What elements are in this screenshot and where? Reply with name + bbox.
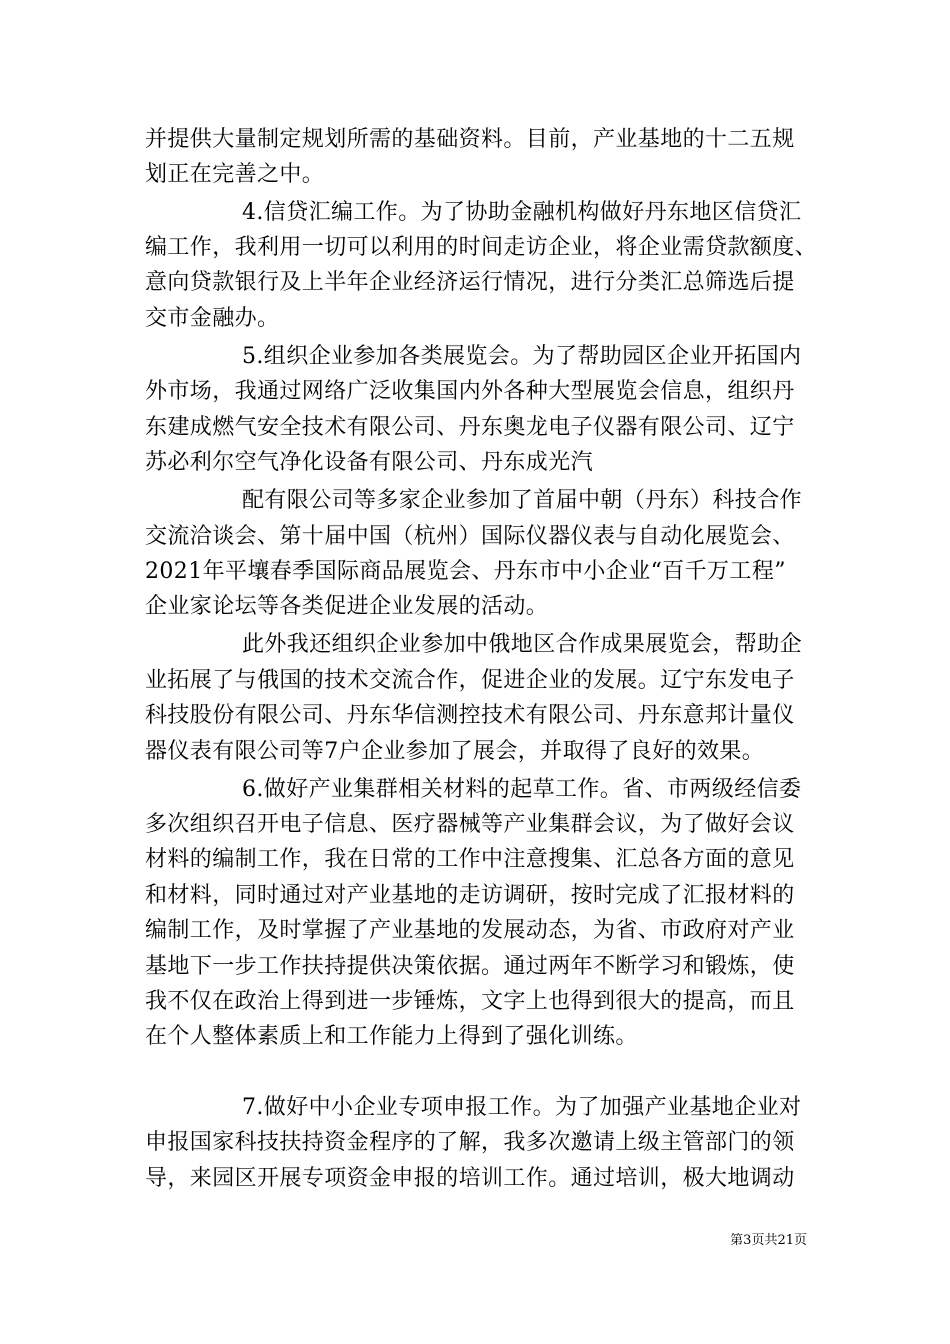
body-text-line: 多次组织召开电子信息、医疗器械等产业集群会议，为了做好会议 (145, 812, 795, 837)
body-text-line: 我不仅在政治上得到进一步锤炼，文字上也得到很大的提高，而且 (145, 989, 795, 1014)
paragraph-first-line: 配有限公司等多家企业参加了首届中朝（丹东）科技合作 (242, 488, 803, 513)
body-text-line: 和材料，同时通过对产业基地的走访调研，按时完成了汇报材料的 (145, 883, 795, 908)
body-text-line: 划正在完善之中。 (145, 162, 325, 187)
body-text-line: 苏必利尔空气净化设备有限公司、丹东成光汽 (145, 450, 594, 475)
body-text-line: 意向贷款银行及上半年企业经济运行情况，进行分类汇总筛选后提 (145, 270, 795, 295)
body-text-line: 器仪表有限公司等7户企业参加了展会，并取得了良好的效果。 (145, 739, 765, 764)
body-text-line: 企业家论坛等各类促进企业发展的活动。 (145, 594, 549, 619)
body-text-line: 外市场，我通过网络广泛收集国内外各种大型展览会信息，组织丹 (145, 379, 795, 404)
body-text-line: 编工作，我利用一切可以利用的时间走访企业，将企业需贷款额度、 (145, 235, 818, 260)
paragraph-first-line: 此外我还组织企业参加中俄地区合作成果展览会，帮助企 (242, 632, 803, 657)
body-text-line: 导，来园区开展专项资金申报的培训工作。通过培训，极大地调动 (145, 1166, 795, 1191)
body-text-line: 在个人整体素质上和工作能力上得到了强化训练。 (145, 1024, 638, 1049)
body-text-line: 2021年平壤春季国际商品展览会、丹东市中小企业“百千万工程” (145, 559, 786, 584)
body-text-line: 基地下一步工作扶持提供决策依据。通过两年不断学习和锻炼，使 (145, 954, 795, 979)
page-number: 第3页共21页 (730, 1233, 807, 1248)
paragraph-first-line: 4.信贷汇编工作。为了协助金融机构做好丹东地区信贷汇 (242, 200, 802, 225)
body-text-line: 东建成燃气安全技术有限公司、丹东奥龙电子仪器有限公司、辽宁 (145, 415, 795, 440)
paragraph-first-line: 5.组织企业参加各类展览会。为了帮助园区企业开拓国内 (242, 344, 802, 369)
body-text-line: 交市金融办。 (145, 306, 280, 331)
body-text-line: 交流洽谈会、第十届中国（杭州）国际仪器仪表与自动化展览会、 (145, 524, 795, 549)
body-text-line: 编制工作，及时掌握了产业基地的发展动态，为省、市政府对产业 (145, 918, 795, 943)
body-text-line: 科技股份有限公司、丹东华信测控技术有限公司、丹东意邦计量仪 (145, 703, 795, 728)
body-text-line: 申报国家科技扶持资金程序的了解，我多次邀请上级主管部门的领 (145, 1130, 795, 1155)
paragraph-first-line: 6.做好产业集群相关材料的起草工作。省、市两级经信委 (242, 777, 802, 802)
paragraph-first-line: 7.做好中小企业专项申报工作。为了加强产业基地企业对 (242, 1095, 802, 1120)
body-text-line: 材料的编制工作，我在日常的工作中注意搜集、汇总各方面的意见 (145, 847, 795, 872)
body-text-line: 业拓展了与俄国的技术交流合作，促进企业的发展。辽宁东发电子 (145, 668, 795, 693)
body-text-line: 并提供大量制定规划所需的基础资料。目前，产业基地的十二五规 (145, 127, 795, 152)
